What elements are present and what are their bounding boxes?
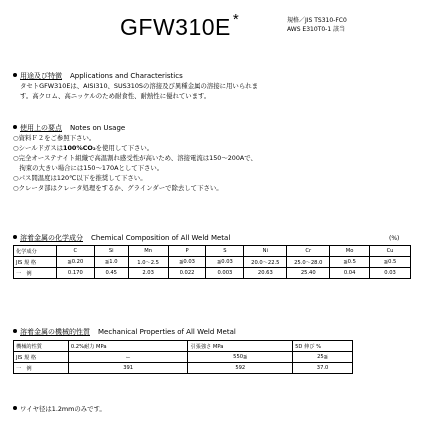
table-cell: 0.45	[94, 268, 128, 279]
mech-heading-ja: 溶着金属の機械的性質	[20, 328, 90, 336]
table-cell: ≦1.0	[94, 257, 128, 268]
table-cell: 391	[68, 363, 188, 374]
table-cell: 550≦	[188, 352, 293, 363]
table-header-cell: P	[168, 246, 206, 257]
mech-table	[13, 340, 353, 374]
table-header-row	[14, 246, 411, 257]
spec-standard-jis: 規格／JIS TS310-FC0	[287, 17, 347, 24]
table-cell: ≦0.03	[168, 257, 206, 268]
mech-heading	[13, 328, 236, 337]
applications-line-2: す。高クロム、高ニッケルのため耐食性、耐熱性に優れています。	[20, 92, 211, 100]
chem-table	[13, 245, 411, 279]
table-header-cell: Ni	[244, 246, 287, 257]
table-row	[14, 363, 353, 374]
table-header-cell: Mn	[128, 246, 168, 257]
table-header-cell: C	[56, 246, 94, 257]
table-cell: 0.170	[56, 268, 94, 279]
note-line: ○資料Ｆ２をご参照下さい。	[13, 134, 96, 142]
note-line: ○パス間温度は120℃以下を推奨して下さい。	[13, 174, 147, 182]
bullet-icon	[13, 73, 17, 77]
table-header-cell: S	[206, 246, 244, 257]
chem-heading-en: Chemical Composition of All Weld Metal	[91, 234, 231, 242]
mech-heading-en: Mechanical Properties of All Weld Metal	[98, 328, 236, 336]
applications-heading-en: Applications and Characteristics	[70, 72, 183, 80]
table-cell: 0.003	[206, 268, 244, 279]
product-title	[120, 11, 240, 41]
notes-heading-ja: 使用上の要点	[20, 124, 62, 132]
table-cell: 25.40	[287, 268, 330, 279]
table-cell: ≦0.20	[56, 257, 94, 268]
table-cell: 0.04	[330, 268, 370, 279]
bullet-icon	[13, 406, 17, 410]
chem-heading	[13, 234, 230, 243]
table-header-row	[14, 341, 353, 352]
table-cell: 0.03	[370, 268, 411, 279]
table-cell: 一 例	[14, 268, 57, 279]
table-cell: 25≦	[293, 352, 353, 363]
table-cell: 0.022	[168, 268, 206, 279]
table-cell: ー	[68, 352, 188, 363]
bullet-icon	[13, 235, 17, 239]
table-header-cell: Cu	[370, 246, 411, 257]
note-line: ○シールドガスは100%CO₂を使用して下さい。	[13, 144, 154, 152]
table-header-cell: Mo	[330, 246, 370, 257]
note-line: 拘束の大きい場合には150～170Aとして下さい。	[13, 164, 164, 172]
table-header-cell: 機械的性質	[14, 341, 69, 352]
table-cell: 20.63	[244, 268, 287, 279]
table-cell: ≦0.5	[370, 257, 411, 268]
table-cell: JIS 規 格	[14, 257, 57, 268]
applications-heading-ja: 用途及び特徴	[20, 72, 62, 80]
spec-standard-aws: AWS E310T0-1 該当	[287, 26, 346, 33]
table-header-cell: 0.2%耐力 MPa	[68, 341, 188, 352]
footnote	[13, 405, 106, 414]
product-mark: *	[232, 11, 240, 28]
notes-heading-en: Notes on Usage	[70, 124, 126, 132]
table-row	[14, 268, 411, 279]
footnote-text: ワイヤ径は1.2mmのみです。	[20, 405, 106, 413]
table-cell: 37.0	[293, 363, 353, 374]
table-cell: ≦0.03	[206, 257, 244, 268]
notes-heading	[13, 124, 125, 133]
chem-unit: (%)	[389, 235, 400, 242]
table-header-cell: 引張強さ MPa	[188, 341, 293, 352]
table-cell: 一 例	[14, 363, 69, 374]
table-cell: 20.0～22.5	[244, 257, 287, 268]
table-cell: ≦0.5	[330, 257, 370, 268]
bullet-icon	[13, 125, 17, 129]
table-row	[14, 257, 411, 268]
table-header-cell: Si	[94, 246, 128, 257]
table-cell: 25.0～28.0	[287, 257, 330, 268]
table-cell: JIS 規 格	[14, 352, 69, 363]
note-line: ○完全オーステナイト組織で高温割れ感受性が高いため、溶接電流は150～200Aで、	[13, 154, 257, 162]
table-cell: 592	[188, 363, 293, 374]
note-line: ○クレータ部はクレータ処理をするか、グラインダーで除去して下さい。	[13, 184, 223, 192]
product-name: GFW310E	[120, 14, 231, 40]
chem-heading-ja: 溶着金属の化学成分	[20, 234, 83, 242]
applications-line-1: タセトGFW310Eは、AISI310、SUS310Sの溶接及び異種金属の溶接に用いられま	[20, 82, 258, 90]
table-row	[14, 352, 353, 363]
applications-heading	[13, 72, 183, 81]
table-cell: 1.0～2.5	[128, 257, 168, 268]
bullet-icon	[13, 329, 17, 333]
table-header-cell: 化学成分	[14, 246, 57, 257]
table-cell: 2.03	[128, 268, 168, 279]
table-header-cell: 5D 伸び %	[293, 341, 353, 352]
table-header-cell: Cr	[287, 246, 330, 257]
